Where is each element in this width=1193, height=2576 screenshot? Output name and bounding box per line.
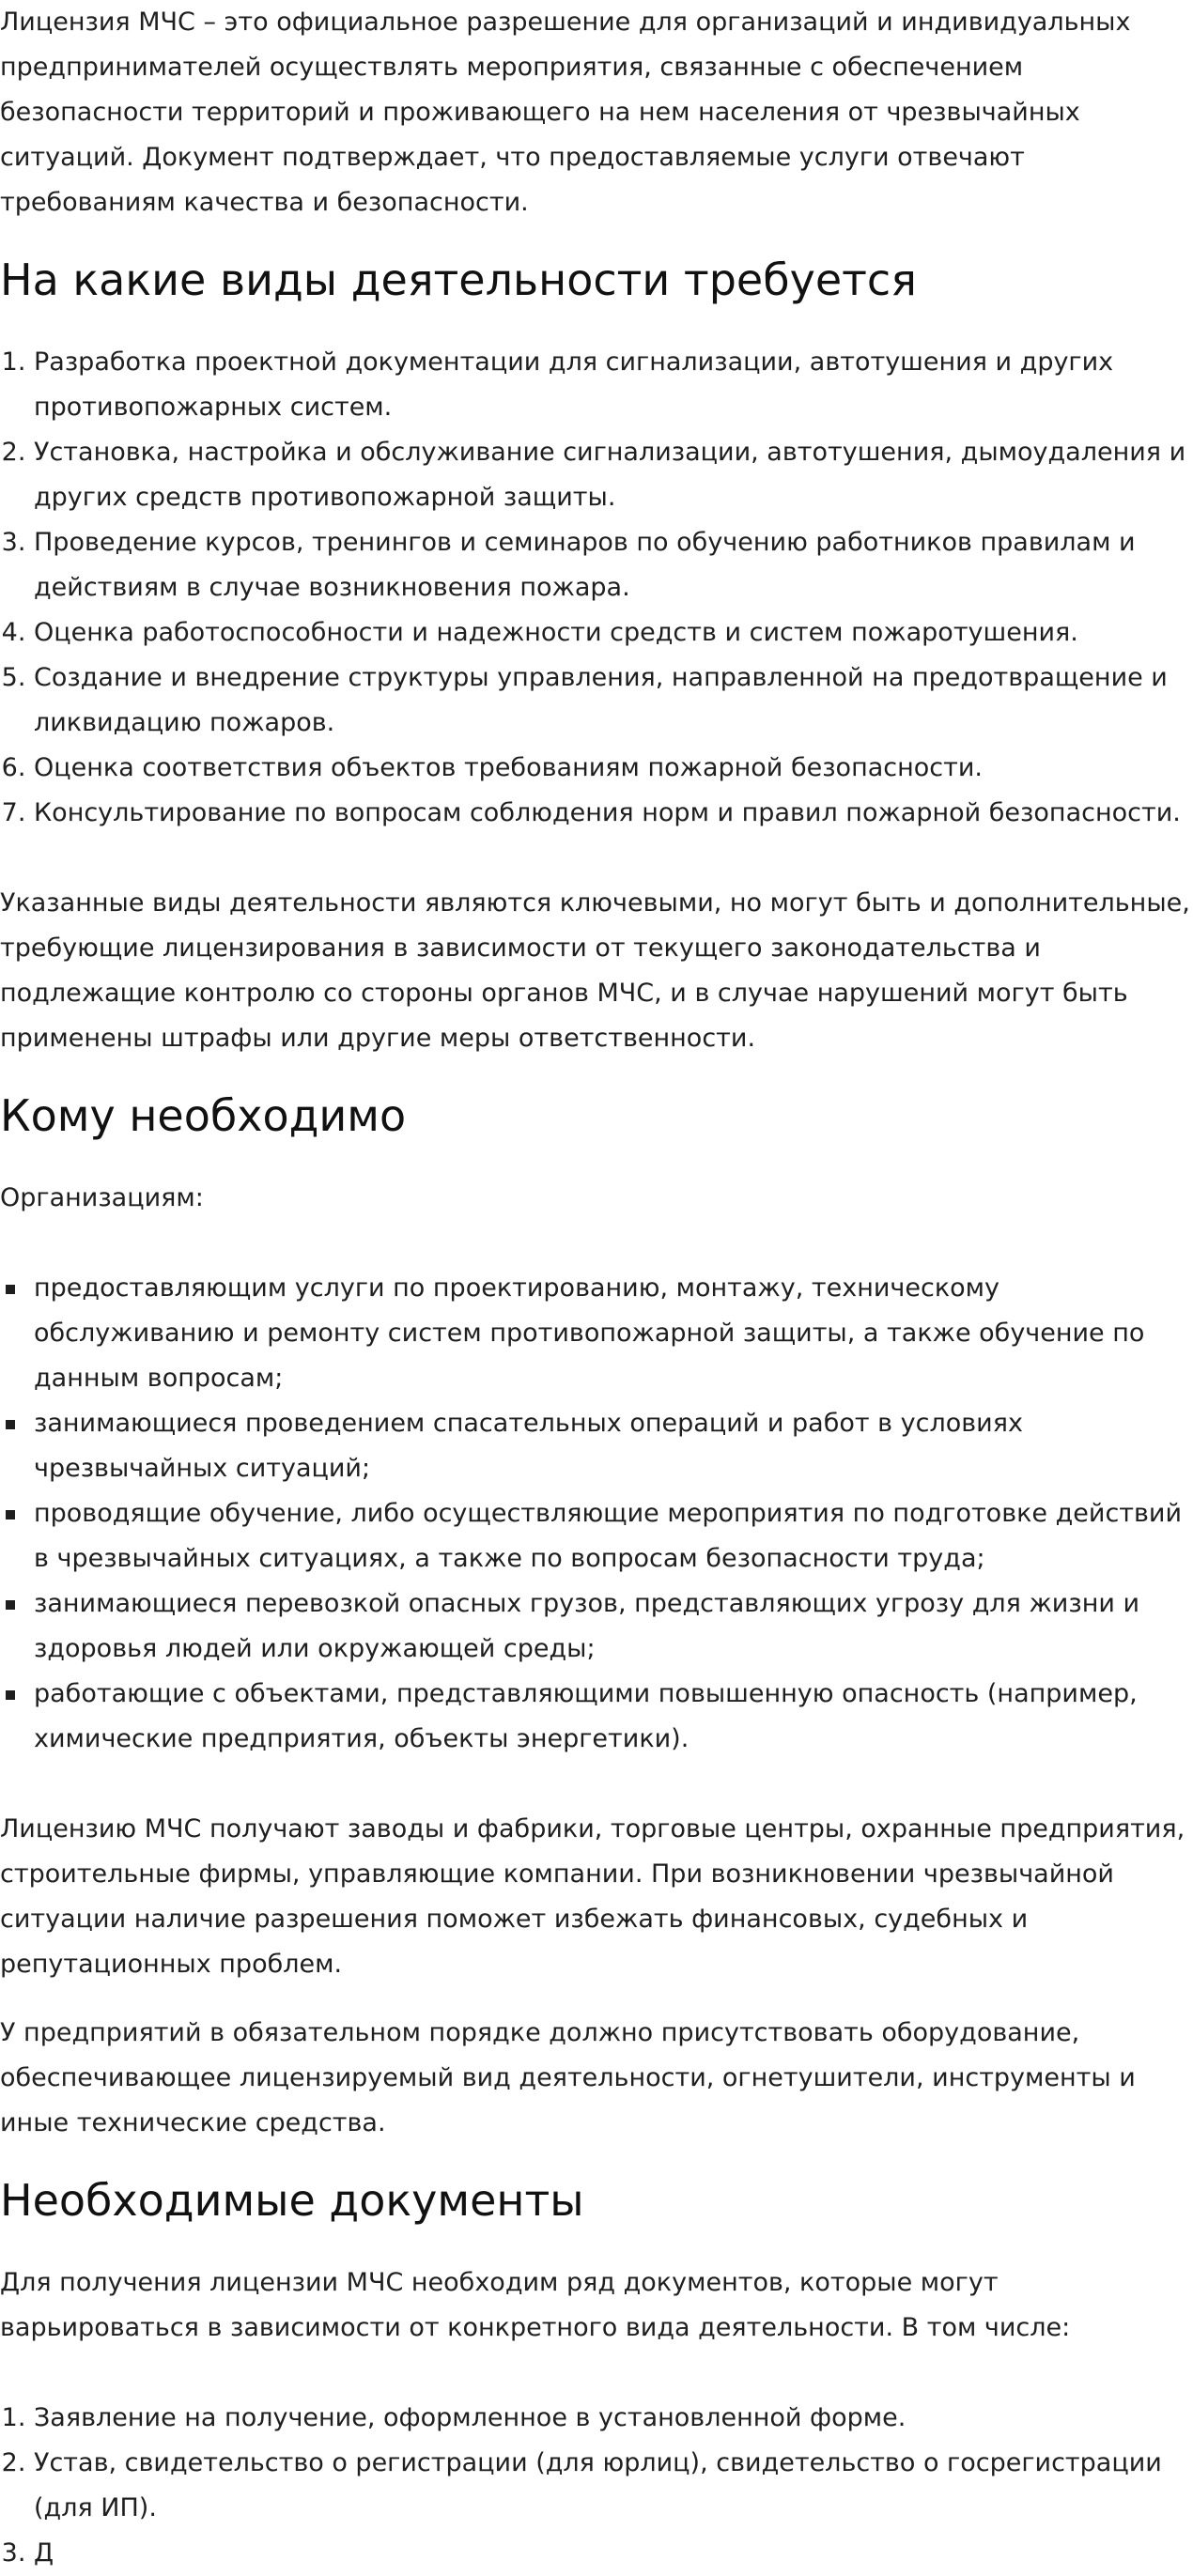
list-item-text: работающие с объектами, представляющими повышенную опасность (например, химические предприятия, объекты энергетики). [34, 1679, 1138, 1753]
heading-who-needs: Кому необходимо [0, 1090, 407, 1141]
list-item: 3. Проведение курсов, тренингов и семинаров по обучению работников правилам и действиям в случае возникновения пожара. [34, 520, 1193, 610]
list-item-text: проводящие обучение, либо осуществляющие мероприятия по подготовке действий в чрезвычайных ситуациях, а также по вопросам безопасности труда; [34, 1499, 1183, 1573]
list-item-text: занимающиеся проведением спасательных операций и работ в условиях чрезвычайных ситуаций; [34, 1409, 1023, 1483]
list-item: 7. Консультирование по вопросам соблюдения норм и правил пожарной безопасности. [34, 791, 1193, 836]
list-item: 1. Разработка проектной документации для сигнализации, автотушения и других противопожарных систем. [34, 340, 1193, 430]
list-item: 5. Создание и внедрение структуры управления, направленной на предотвращение и ликвидацию пожаров. [34, 656, 1193, 746]
activities-list [0, 340, 1193, 836]
who-needs-paragraph-1: Лицензию МЧС получают заводы и фабрики, торговые центры, охранные предприятия, строительные фирмы, управляющие компании. При возникновении чрезвычайной ситуации наличие разрешения поможет избежать финансовых, судебных и репутационных проблем. [0, 1814, 1185, 1979]
heading-activities: На какие виды деятельности требуется [0, 255, 917, 305]
list-item: 3. Д [34, 2531, 1193, 2576]
organizations-label: Организациям: [0, 1183, 204, 1212]
list-item [34, 1581, 1193, 1672]
heading-documents: Необходимые документы [0, 2175, 584, 2226]
list-item-text: занимающиеся перевозкой опасных грузов, представляющих угрозу для жизни и здоровья людей или окружающей среды; [34, 1589, 1140, 1663]
square-bullet-icon [6, 1510, 15, 1519]
square-bullet-icon [6, 1420, 15, 1429]
intro-paragraph: Лицензия МЧС – это официальное разрешение для организаций и индивидуальных предпринимателей осуществлять мероприятия, связанные с обеспечением безопасности территорий и проживающего на нем населения от чрезвычайных ситуаций. Документ подтверждает, что предоставляемые услуги отвечают требованиям качества и безопасности. [0, 8, 1131, 217]
square-bullet-icon [6, 1600, 15, 1610]
list-item: 6. Оценка соответствия объектов требованиям пожарной безопасности. [34, 746, 1193, 791]
documents-list [0, 2396, 1193, 2576]
square-bullet-icon [6, 1285, 15, 1294]
list-item: 2. Установка, настройка и обслуживание сигнализации, автотушения, дымоудаления и других средств противопожарной защиты. [34, 430, 1193, 520]
activities-note: Указанные виды деятельности являются ключевыми, но могут быть и дополнительные, требующие лицензирования в зависимости от текущего законодательства и подлежащие контролю со стороны органов МЧС, и в случае нарушений могут быть применены штрафы или другие меры ответственности. [0, 888, 1190, 1053]
list-item: 1. Заявление на получение, оформленное в установленной форме. [34, 2396, 1193, 2441]
organizations-list [0, 1266, 1193, 1762]
documents-intro: Для получения лицензии МЧС необходим ряд документов, которые могут варьироваться в зависимости от конкретного вида деятельности. В том числе: [0, 2268, 1071, 2342]
list-item: 4. Оценка работоспособности и надежности средств и систем пожаротушения. [34, 610, 1193, 656]
list-item [34, 1266, 1193, 1401]
list-item [34, 1672, 1193, 1762]
list-item: 2. Устав, свидетельство о регистрации (для юрлиц), свидетельство о госрегистрации (для ИП). [34, 2441, 1193, 2531]
list-item-text: предоставляющим услуги по проектированию, монтажу, техническому обслуживанию и ремонту систем противопожарной защиты, а также обучение по данным вопросам; [34, 1273, 1145, 1393]
list-item [34, 1491, 1193, 1581]
who-needs-paragraph-2: У предприятий в обязательном порядке должно присутствовать оборудование, обеспечивающее лицензируемый вид деятельности, огнетушители, инструменты и иные технические средства. [0, 2018, 1136, 2137]
list-item [34, 1401, 1193, 1491]
square-bullet-icon [6, 1690, 15, 1700]
